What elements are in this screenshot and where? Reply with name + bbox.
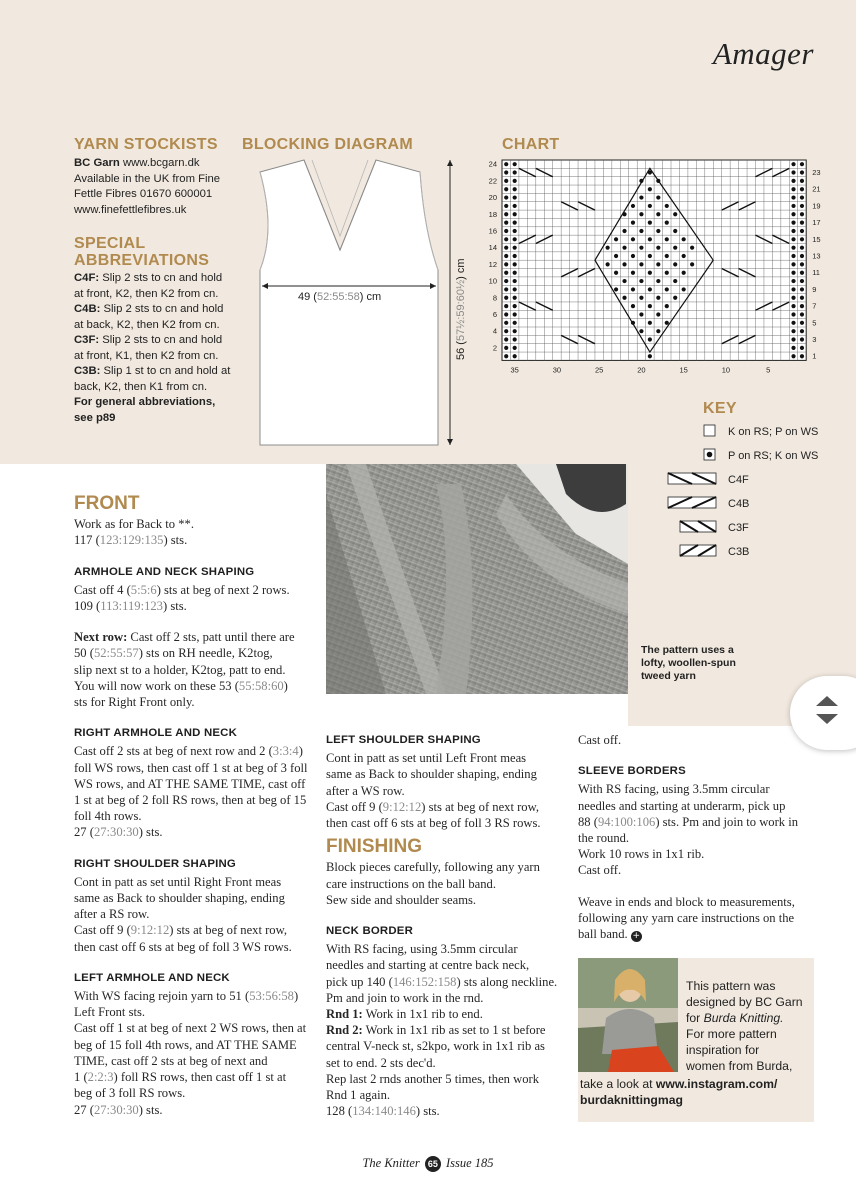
chart-purl-dot xyxy=(800,312,804,316)
special-abbreviations-heading: SPECIAL ABBREVIATIONS xyxy=(74,235,210,269)
chart-purl-dot xyxy=(800,229,804,233)
chart-purl-dot xyxy=(622,262,626,266)
chart-purl-dot xyxy=(639,329,643,333)
chart-purl-dot xyxy=(800,162,804,166)
end-mark-icon: + xyxy=(632,931,641,942)
chart-purl-dot xyxy=(513,304,517,308)
chart-purl-dot xyxy=(665,237,669,241)
chart-purl-dot xyxy=(504,296,508,300)
neck-border-heading: NECK BORDER xyxy=(326,925,414,938)
chart-purl-dot xyxy=(513,195,517,199)
chart-purl-dot xyxy=(504,329,508,333)
chart-purl-dot xyxy=(504,187,508,191)
left-shoulder-heading: LEFT SHOULDER SHAPING xyxy=(326,734,481,746)
chart-purl-dot xyxy=(791,162,795,166)
chart-row-label: 22 xyxy=(488,176,497,186)
chart-purl-dot xyxy=(791,195,795,199)
column-1: FRONT Work as for Back to **. 117 (123:129:135) sts. ARMHOLE AND NECK SHAPING Cast off 4 (5:5:6) sts at beg of next 2 rows. 109 (113:119:123) sts. Next row: Cast off 2 sts, patt until there are 50 (52:55:57) sts on RH needle, K2tog, slip next st to a holder, K2tog, patt to end. You will now work on these 53 (55:58:60) sts for Right Front only. RIGHT ARMHOLE AND NECK Cast off 2 sts at beg of next row and 2 (3:3:4) foll WS rows, then cast off 1 st at beg of 3 foll WS rows, and AT THE SAME TIME, cast off 1 st at beg of 2 foll RS rows, then at beg of 15 foll 4th rows. 27 (27:30:30) sts. RIGHT SHOULDER SHAPING Cont in patt as set until Right Front meas same as Back to shoulder shaping, ending after a RS row. Cast off 9 (9:12:12) sts at beg of next row, then cast off 6 sts at beg of foll 3 WS rows. LEFT ARMHOLE AND NECK With WS facing rejoin yarn to 51 (53:56:58) Left Front sts. Cast off 1 st at beg of next 2 WS rows, then at beg of 15 foll 4th rows, and AT THE SAME TIME, cast off 2 sts at beg of next and 1 (2:2:3) foll RS rows, then cast off 1 st at beg of 3 foll RS rows. 27 (27:30:30) sts. xyxy=(74,496,319,1118)
sleeve-borders-heading: SLEEVE BORDERS xyxy=(578,765,686,778)
chart-purl-dot xyxy=(606,262,610,266)
chart-purl-dot xyxy=(513,254,517,258)
chart-purl-dot xyxy=(513,287,517,291)
chart-purl-dot xyxy=(513,237,517,241)
chart-purl-dot xyxy=(800,321,804,325)
chart-row-label: 11 xyxy=(812,268,820,278)
chart-purl-dot xyxy=(800,262,804,266)
chart-purl-dot xyxy=(504,204,508,208)
promo-text: This pattern was designed by BC Garn for Burda Knitting. For more pattern inspiration for women from Burda, xyxy=(686,979,803,1073)
chart-row-label: 6 xyxy=(492,309,497,319)
chart-purl-dot xyxy=(513,229,517,233)
chart-row-label: 1 xyxy=(812,351,817,361)
chart-row-label: 10 xyxy=(488,276,497,286)
chart-purl-dot xyxy=(800,287,804,291)
chart-purl-dot xyxy=(504,287,508,291)
chart-purl-dot xyxy=(639,229,643,233)
armhole-neck-heading: ARMHOLE AND NECK SHAPING xyxy=(74,565,255,578)
chart-purl-dot xyxy=(648,354,652,358)
chart-purl-dot xyxy=(631,254,635,258)
chart-purl-dot xyxy=(648,321,652,325)
sweater-photo xyxy=(326,464,628,694)
chart-purl-dot xyxy=(513,212,517,216)
chart-row-label: 3 xyxy=(812,335,817,345)
chart-purl-dot xyxy=(800,304,804,308)
chart-purl-dot xyxy=(513,337,517,341)
chart-purl-dot xyxy=(656,279,660,283)
chart-purl-dot xyxy=(791,296,795,300)
chart-row-label: 5 xyxy=(812,318,817,328)
chart-purl-dot xyxy=(791,179,795,183)
key-heading: KEY xyxy=(703,400,737,417)
chart-purl-dot xyxy=(504,279,508,283)
chart-purl-dot xyxy=(639,296,643,300)
chart-purl-dot xyxy=(648,237,652,241)
chart-purl-dot xyxy=(791,346,795,350)
chart-purl-dot xyxy=(504,321,508,325)
photo-caption: The pattern uses a lofty, woollen-spun tweed yarn xyxy=(641,644,736,682)
chart-purl-dot xyxy=(665,271,669,275)
chart-purl-dot xyxy=(504,271,508,275)
chart-row-label: 20 xyxy=(488,193,497,203)
chart-purl-dot xyxy=(639,279,643,283)
chart-purl-dot xyxy=(504,195,508,199)
chart-column-label: 15 xyxy=(679,365,688,375)
scroll-up-icon[interactable] xyxy=(816,696,838,706)
chart-purl-dot xyxy=(513,279,517,283)
chart-purl-dot xyxy=(791,254,795,258)
chart-purl-dot xyxy=(791,271,795,275)
chart-purl-dot xyxy=(631,271,635,275)
chart-purl-dot xyxy=(800,296,804,300)
chart-purl-dot xyxy=(791,229,795,233)
chart-purl-dot xyxy=(656,229,660,233)
chart-row-label: 17 xyxy=(812,218,821,228)
chart-purl-dot xyxy=(504,170,508,174)
chart-purl-dot xyxy=(631,304,635,308)
right-shoulder-heading: RIGHT SHOULDER SHAPING xyxy=(74,857,236,870)
chart-column-label: 5 xyxy=(766,365,771,375)
chart-purl-dot xyxy=(800,254,804,258)
abbreviations-list: C4F: Slip 2 sts to cn and hold at front, K2, then K2 from cn. C4B: Slip 2 sts to cn and hold at back, K2, then K2 from cn. C3F: Slip 2 sts to cn and hold at front, K1, then K2 from cn. C3B: Slip 1 st to cn and hold at back, K2, then K1 from cn. For general abbreviations, see p89 xyxy=(74,272,231,424)
chart-purl-dot xyxy=(513,179,517,183)
instagram-link-handle[interactable]: burdaknittingmag xyxy=(580,1093,683,1107)
chart-purl-dot xyxy=(673,262,677,266)
chart-purl-dot xyxy=(673,296,677,300)
chart-purl-dot xyxy=(639,262,643,266)
chart-purl-dot xyxy=(690,262,694,266)
chart-purl-dot xyxy=(504,254,508,258)
left-armhole-heading: LEFT ARMHOLE AND NECK xyxy=(74,971,230,984)
chart-purl-dot xyxy=(656,329,660,333)
scroll-down-icon[interactable] xyxy=(816,714,838,724)
knitting-chart xyxy=(480,156,840,388)
chart-purl-dot xyxy=(513,204,517,208)
chart-purl-dot xyxy=(791,304,795,308)
chart-purl-dot xyxy=(614,271,618,275)
chart-purl-dot xyxy=(800,346,804,350)
yarn-stockists-heading: YARN STOCKISTS xyxy=(74,136,218,153)
chart-purl-dot xyxy=(800,237,804,241)
chart-purl-dot xyxy=(673,229,677,233)
chart-purl-dot xyxy=(791,246,795,250)
chart-purl-dot xyxy=(504,179,508,183)
chart-purl-dot xyxy=(639,212,643,216)
chart-row-label: 8 xyxy=(492,293,497,303)
chart-purl-dot xyxy=(648,304,652,308)
chart-row-label: 23 xyxy=(812,168,821,178)
blocking-diagram-heading: BLOCKING DIAGRAM xyxy=(242,136,414,153)
chart-purl-dot xyxy=(504,246,508,250)
chart-purl-dot xyxy=(800,271,804,275)
chart-column-label: 10 xyxy=(721,365,731,375)
chart-purl-dot xyxy=(800,354,804,358)
chart-purl-dot xyxy=(513,187,517,191)
chart-purl-dot xyxy=(513,221,517,225)
chart-purl-dot xyxy=(665,254,669,258)
chart-purl-dot xyxy=(513,262,517,266)
promo-link-text: take a look at www.instagram.com/ burdaknittingmag xyxy=(580,1077,778,1107)
chart-purl-dot xyxy=(504,262,508,266)
chart-purl-dot xyxy=(656,296,660,300)
chart-purl-dot xyxy=(665,321,669,325)
chart-purl-dot xyxy=(513,162,517,166)
chart-purl-dot xyxy=(648,187,652,191)
designer-photo xyxy=(578,958,678,1072)
page-number: 65 xyxy=(425,1156,441,1172)
chart-purl-dot xyxy=(614,237,618,241)
chart-purl-dot xyxy=(614,254,618,258)
chart-purl-dot xyxy=(513,246,517,250)
chart-purl-dot xyxy=(682,287,686,291)
key-c3b-label: C3B xyxy=(728,546,750,558)
chart-purl-dot xyxy=(504,237,508,241)
chart-purl-dot xyxy=(622,246,626,250)
chart-purl-dot xyxy=(631,237,635,241)
chart-row-label: 9 xyxy=(812,284,817,294)
chart-purl-dot xyxy=(513,271,517,275)
key-c4b-label: C4B xyxy=(728,498,750,510)
page-footer: The Knitter 65 Issue 185 xyxy=(0,1156,856,1172)
chart-purl-dot xyxy=(800,195,804,199)
chart-purl-dot xyxy=(513,321,517,325)
chart-purl-dot xyxy=(673,212,677,216)
chart-purl-dot xyxy=(504,304,508,308)
key-knit-label: K on RS; P on WS xyxy=(728,426,819,438)
key-symbols xyxy=(666,420,726,560)
chart-purl-dot xyxy=(800,329,804,333)
blocking-width-label: 49 (52:55:58) cm xyxy=(298,291,382,303)
chart-purl-dot xyxy=(504,212,508,216)
chart-row-label: 16 xyxy=(488,226,497,236)
column-2: LEFT SHOULDER SHAPING Cont in patt as set until Left Front meas same as Back to shoulder shaping, ending after a WS row. Cast off 9 (9:12:12) sts at beg of next row, then cast off 6 sts at beg of foll 3 RS rows. FINISHING Block pieces carefully, following any yarn care instructions on the ball band. Sew side and shoulder seams. NECK BORDER With RS facing, using 3.5mm circular needles and starting at centre back neck, pick up 140 (146:152:158) sts along neckline. Pm and join to work in the rnd. Rnd 1: Work in 1x1 rib to end. Rnd 2: Work in 1x1 rib as set to 1 st before central V-neck st, s2kpo, work in 1x1 rib as set to end. 2 sts dec'd. Rep last 2 rnds another 5 times, then work Rnd 1 again. 128 (134:140:146) sts. xyxy=(326,732,571,1119)
right-armhole-heading: RIGHT ARMHOLE AND NECK xyxy=(74,727,238,740)
chart-purl-dot xyxy=(791,212,795,216)
chart-purl-dot xyxy=(631,221,635,225)
chart-purl-dot xyxy=(639,312,643,316)
chart-purl-dot xyxy=(665,304,669,308)
chart-row-label: 14 xyxy=(488,243,497,253)
chart-purl-dot xyxy=(665,204,669,208)
chart-column-label: 35 xyxy=(510,365,519,375)
chart-purl-dot xyxy=(513,296,517,300)
chart-row-label: 15 xyxy=(812,234,821,244)
chart-purl-dot xyxy=(513,354,517,358)
chart-purl-dot xyxy=(513,346,517,350)
chart-purl-dot xyxy=(648,271,652,275)
chart-column-label: 25 xyxy=(595,365,604,375)
chart-purl-dot xyxy=(648,254,652,258)
chart-purl-dot xyxy=(791,354,795,358)
chart-purl-dot xyxy=(504,346,508,350)
key-c4f-label: C4F xyxy=(728,474,749,486)
key-c3f-label: C3F xyxy=(728,522,749,534)
chart-purl-dot xyxy=(656,312,660,316)
chart-purl-dot xyxy=(800,337,804,341)
chart-purl-dot xyxy=(791,321,795,325)
chart-column-label: 30 xyxy=(552,365,562,375)
chart-purl-dot xyxy=(682,237,686,241)
column-3: Cast off. SLEEVE BORDERS With RS facing, using 3.5mm circular needles and starting at underarm, pick up 88 (94:100:106) sts. Pm and join to work in the round. Work 10 rows in 1x1 rib. Cast off. Weave in ends and block to measurements, following any yarn care instructions on the ball band. + xyxy=(578,732,823,942)
chart-purl-dot xyxy=(648,221,652,225)
chart-row-label: 7 xyxy=(812,301,817,311)
chart-row-label: 18 xyxy=(488,209,497,219)
chart-purl-dot xyxy=(656,195,660,199)
chart-purl-dot xyxy=(791,170,795,174)
chart-purl-dot xyxy=(791,187,795,191)
chart-purl-dot xyxy=(800,187,804,191)
chart-purl-dot xyxy=(791,329,795,333)
chart-purl-dot xyxy=(800,221,804,225)
chart-row-label: 24 xyxy=(488,159,497,169)
chart-purl-dot xyxy=(791,312,795,316)
chart-row-label: 13 xyxy=(812,251,821,261)
chart-purl-dot xyxy=(631,287,635,291)
blocking-height-label: 56 (57½:59:60½) cm xyxy=(455,258,467,360)
chart-purl-dot xyxy=(614,287,618,291)
promo-box xyxy=(578,958,814,1122)
chart-purl-dot xyxy=(513,312,517,316)
chart-row-labels-left xyxy=(489,160,497,353)
chart-purl-dot xyxy=(639,195,643,199)
chart-purl-dot xyxy=(504,221,508,225)
chart-purl-dot xyxy=(504,354,508,358)
chart-purl-dot xyxy=(504,162,508,166)
chart-purl-dot xyxy=(800,246,804,250)
chart-purl-dot xyxy=(800,170,804,174)
finishing-heading: FINISHING xyxy=(326,836,423,858)
chart-purl-dot xyxy=(800,204,804,208)
chart-purl-dot xyxy=(648,204,652,208)
chart-purl-dot xyxy=(639,246,643,250)
chart-row-label: 21 xyxy=(812,184,821,194)
chart-purl-dot xyxy=(673,279,677,283)
chart-purl-dot xyxy=(682,254,686,258)
chart-purl-dot xyxy=(504,337,508,341)
brand-name: BC Garn xyxy=(74,157,120,169)
chart-purl-dot xyxy=(665,287,669,291)
chart-purl-dot xyxy=(606,246,610,250)
chart-row-label: 2 xyxy=(492,343,497,353)
instagram-link[interactable]: www.instagram.com/ xyxy=(655,1077,778,1091)
chart-purl-dot xyxy=(504,312,508,316)
yarn-stockists-text: BC Garn www.bcgarn.dk Available in the UK from Fine Fettle Fibres 01670 600001 www.finefettlefibres.uk xyxy=(74,157,221,216)
chart-row-label: 12 xyxy=(488,259,497,269)
chart-purl-dot xyxy=(622,279,626,283)
chart-purl-dot xyxy=(791,337,795,341)
chart-purl-dot xyxy=(631,204,635,208)
chart-row-labels-right xyxy=(812,168,820,361)
chart-purl-dot xyxy=(622,296,626,300)
chart-purl-dot xyxy=(690,246,694,250)
chart-purl-dot xyxy=(673,246,677,250)
chart-purl-dot xyxy=(665,221,669,225)
key-purl-label: P on RS; K on WS xyxy=(728,450,819,462)
chart-purl-dot xyxy=(622,229,626,233)
chart-purl-dot xyxy=(513,329,517,333)
chart-purl-dot xyxy=(513,170,517,174)
chart-purl-dot xyxy=(656,262,660,266)
chart-purl-dot xyxy=(791,204,795,208)
chart-purl-dot xyxy=(800,212,804,216)
chart-purl-dot xyxy=(648,287,652,291)
chart-purl-dot xyxy=(682,271,686,275)
chart-heading: CHART xyxy=(502,136,560,153)
chart-purl-dot xyxy=(800,279,804,283)
chart-purl-dot xyxy=(656,246,660,250)
chart-grid xyxy=(502,160,806,360)
chart-purl-dot xyxy=(791,287,795,291)
front-heading: FRONT xyxy=(74,493,140,514)
chart-purl-dot xyxy=(504,229,508,233)
chart-purl-dot xyxy=(648,337,652,341)
chart-column-label: 20 xyxy=(637,365,646,375)
chart-column-labels xyxy=(511,365,771,374)
chart-purl-dot xyxy=(791,262,795,266)
chart-purl-dot xyxy=(656,212,660,216)
page-title: Amager xyxy=(712,36,814,71)
chart-purl-dot xyxy=(791,279,795,283)
chart-purl-dot xyxy=(791,221,795,225)
chart-row-label: 4 xyxy=(492,326,497,336)
chart-purl-dot xyxy=(800,179,804,183)
chart-row-label: 19 xyxy=(812,201,821,211)
chart-purl-dot xyxy=(791,237,795,241)
